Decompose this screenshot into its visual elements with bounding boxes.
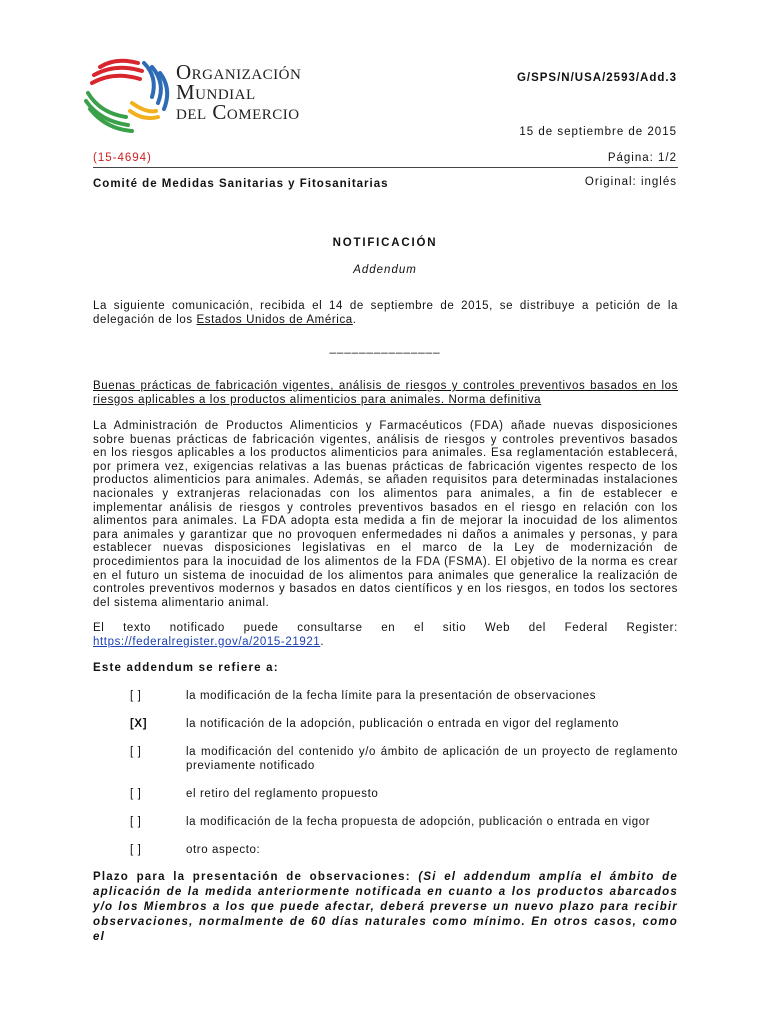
notification-title: NOTIFICACIÓN xyxy=(332,237,438,249)
option-deadline: la modificación de la fecha límite para la presentación de observaciones xyxy=(186,690,597,702)
checkbox-other[interactable]: [ ] xyxy=(130,844,142,856)
committee-name: Comité de Medidas Sanitarias y Fitosanitarias xyxy=(93,178,389,190)
register-word: sitio xyxy=(442,622,467,634)
register-word: en xyxy=(381,622,396,634)
checkbox-deadline[interactable]: [ ] xyxy=(130,690,142,702)
comment-period-label: Plazo para la presentación de observaciones: xyxy=(93,871,411,883)
federal-register-link[interactable]: https://federalregister.gov/a/2015-21921 xyxy=(93,636,321,648)
register-link-line xyxy=(93,636,678,650)
org-name-line2: Mundial xyxy=(176,80,256,104)
organization-name xyxy=(176,62,301,122)
register-word: El xyxy=(93,622,105,634)
option-date-change: la modificación de la fecha propuesta de adopción, publicación o entrada en vigor xyxy=(186,816,651,828)
wto-emblem-icon xyxy=(82,55,174,135)
org-name-line3: del Comercio xyxy=(176,100,300,124)
measure-description: La Administración de Productos Alimenticios y Farmacéuticos (FDA) añade nuevas disposiciones sobre buenas prácticas de fabricación vigentes, análisis de riesgos y controles preventivos basados en los riesgos aplicables a los productos alimenticios para animales. Esa reglamentación establecerá, por primera vez, exigencias relativas a las buenas prácticas de fabricación vigentes respecto de los productos alimenticios para animales. Además, se añaden requisitos para determinadas instalaciones nacionales y extranjeras relacionadas con los alimentos para animales, a fin de establecer e implementar análisis de riesgos y controles preventivos basados en el riesgo en relación con los alimentos para animales. La FDA adopta esta medida a fin de mejorar la inocuidad de los alimentos para animales y garantizar que no provoquen enfermedades ni daños a animales y personas, y para establecer nuevas disposiciones legislativas en el marco de la Ley de modernización de procedimientos para la inocuidad de los alimentos de la FDA (FSMA). El objetivo de la norma es crear en el futuro un sistema de inocuidad de los alimentos para animales que generalice la realización de controles preventivos modernos y basados en datos científicos y en los riesgos, en todos los sectores del sistema alimentario animal. xyxy=(93,420,678,609)
checkbox-content-change[interactable]: [ ] xyxy=(130,746,142,758)
register-word: Web xyxy=(484,622,511,634)
register-word: texto xyxy=(123,622,152,634)
intro-paragraph xyxy=(93,300,678,327)
register-word: notificado xyxy=(169,622,225,634)
document-date: 15 de septiembre de 2015 xyxy=(519,126,677,138)
measure-title: Buenas prácticas de fabricación vigentes, análisis de riesgos y controles preventivos basados en los riesgos aplicables a los productos alimenticios para animales. Norma definitiva xyxy=(93,380,678,406)
comment-period-text: (Si el addendum amplía el ámbito de aplicación de la medida anteriormente notificada en cuanto a los productos abarcados y/o los Miembros a los que puede afectar, deberá preverse un nuevo plazo para recibir observaciones, normalmente de 60 días naturales como mínimo. En otros casos, como el xyxy=(93,871,678,943)
intro-end: . xyxy=(352,313,357,326)
separator-line: _______________ xyxy=(329,342,441,354)
intro-text: La siguiente comunicación, recibida el 14 de septiembre de 2015, se distribuye a petición de la delegación de los xyxy=(93,300,678,326)
wto-logo xyxy=(82,55,174,135)
register-word: del xyxy=(528,622,546,634)
register-word: el xyxy=(413,622,425,634)
document-symbol: G/SPS/N/USA/2593/Add.3 xyxy=(516,72,677,84)
org-name-line1: Organización xyxy=(176,60,302,84)
register-word: puede xyxy=(243,622,279,634)
register-word: Register: xyxy=(626,622,678,634)
register-line xyxy=(93,622,678,636)
addendum-subtitle: Addendum xyxy=(353,264,417,276)
checkbox-withdrawal[interactable]: [ ] xyxy=(130,788,142,800)
option-other: otro aspecto: xyxy=(186,844,261,856)
header-rule xyxy=(93,167,678,168)
option-withdrawal: el retiro del reglamento propuesto xyxy=(186,788,379,800)
option-adoption: la notificación de la adopción, publicación o entrada en vigor del reglamento xyxy=(186,718,619,730)
addendum-refers-heading: Este addendum se refiere a: xyxy=(93,662,279,674)
option-content-change: la modificación del contenido y/o ámbito de aplicación de un proyecto de reglamento previamente notificado xyxy=(186,746,678,772)
register-word: consultarse xyxy=(297,622,363,634)
reference-number: (15-4694) xyxy=(93,152,152,164)
page-number: Página: 1/2 xyxy=(607,152,677,164)
member-name: Estados Unidos de América xyxy=(196,313,353,326)
original-language: Original: inglés xyxy=(584,176,677,188)
checkbox-adoption[interactable]: [X] xyxy=(130,718,148,730)
checkbox-date-change[interactable]: [ ] xyxy=(130,816,142,828)
register-word: Federal xyxy=(564,622,608,634)
comment-period-paragraph xyxy=(93,870,678,945)
register-end: . xyxy=(320,636,325,648)
